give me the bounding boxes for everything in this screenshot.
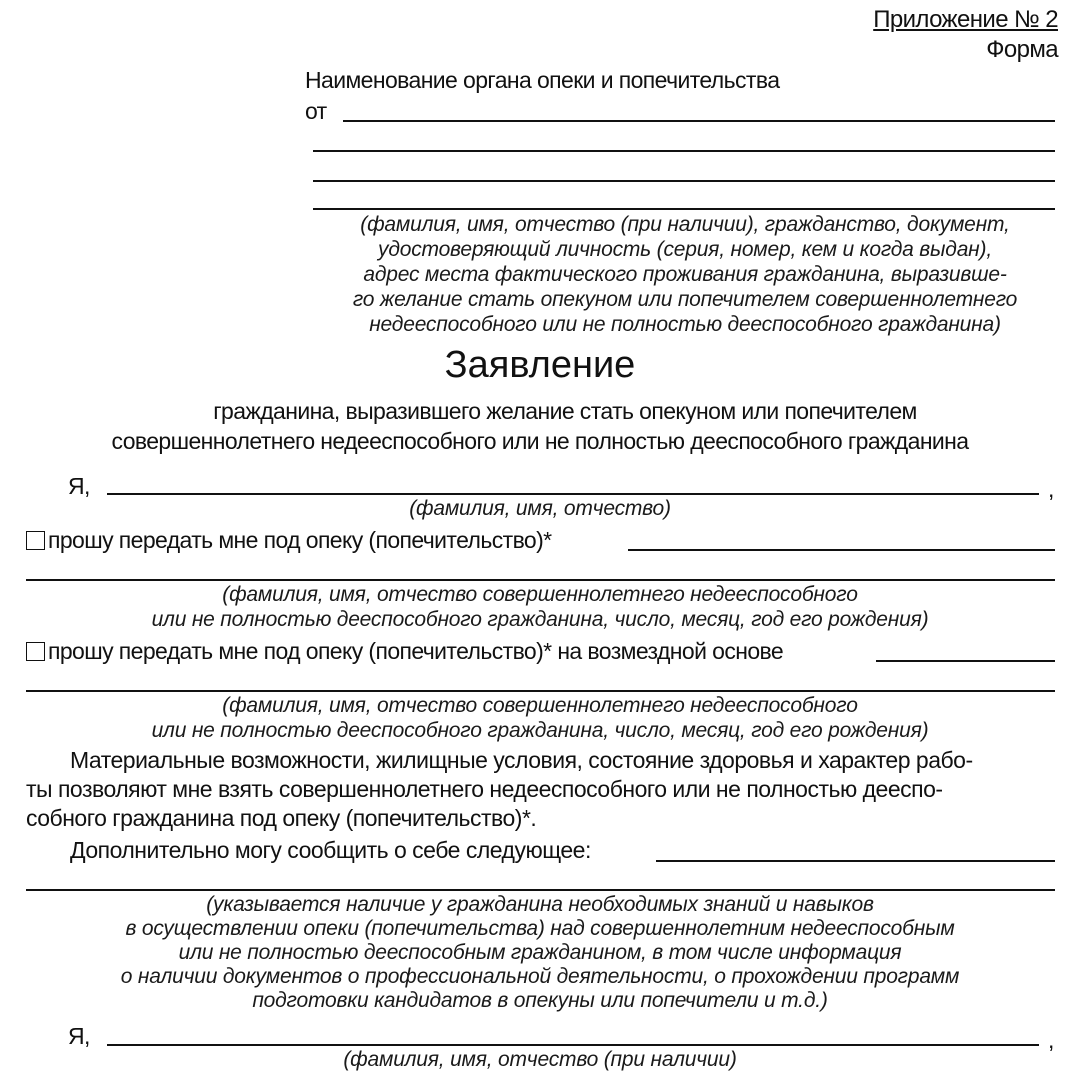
recipient-hint-line: (фамилия, имя, отчество (при наличии), гражданство, документ, <box>360 213 1010 236</box>
appendix-title: Приложение № 2 <box>873 6 1058 33</box>
option2-checkbox[interactable] <box>26 642 45 661</box>
option1-checkbox[interactable] <box>26 531 45 550</box>
additional-info-hint <box>0 893 1080 1013</box>
option1-row <box>26 527 552 554</box>
additional-info-label: Дополнительно могу сообщить о себе следующее: <box>70 837 591 863</box>
from-field-line-2[interactable] <box>313 150 1055 152</box>
applicant2-name-field[interactable] <box>107 1044 1039 1046</box>
from-field-line-3[interactable] <box>313 180 1055 182</box>
additional-info-hint-line: или не полностью дееспособным гражданином, в том числе информация <box>178 941 902 964</box>
applicant-label: Я, <box>68 473 90 499</box>
option2-field-line-2[interactable] <box>26 690 1055 692</box>
option2-hint-line-1: (фамилия, имя, отчество совершеннолетнего недееспособного <box>222 694 858 717</box>
recipient-hint-line: го желание стать опекуном или попечителем совершеннолетнего <box>352 288 1018 311</box>
material-conditions-line-2: ты позволяют мне взять совершеннолетнего недееспособного или не полностью дееспо- <box>26 776 943 802</box>
form-label: Форма <box>986 36 1058 63</box>
applicant2-hint: (фамилия, имя, отчество (при наличии) <box>343 1048 737 1071</box>
from-label: от <box>305 98 327 124</box>
recipient-hint-line: недееспособного или не полностью дееспособного гражданина) <box>369 313 1001 336</box>
option1-text: прошу передать мне под опеку (попечительство)* <box>48 527 552 553</box>
from-field-line-4[interactable] <box>313 208 1055 210</box>
additional-info-field-line-2[interactable] <box>26 889 1055 891</box>
recipient-hint-line: удостоверяющий личность (серия, номер, кем и когда выдан), <box>378 238 992 261</box>
applicant-comma: , <box>1048 476 1054 502</box>
document-title: Заявление <box>444 344 636 386</box>
additional-info-hint-line: о наличии документов о профессиональной деятельности, о прохождении программ <box>120 965 960 988</box>
option1-hint-line-1: (фамилия, имя, отчество совершеннолетнего недееспособного <box>222 583 858 606</box>
document-subtitle-line-2: совершеннолетнего недееспособного или не полностью дееспособного гражданина <box>111 428 969 454</box>
from-field-line-1[interactable] <box>343 120 1055 122</box>
document-subtitle-line-1: гражданина, выразившего желание стать опекуном или попечителем <box>213 398 917 424</box>
additional-info-hint-line: (указывается наличие у гражданина необходимых знаний и навыков <box>206 893 874 916</box>
additional-info-hint-line: в осуществлении опеки (попечительства) над совершеннолетним недееспособным <box>125 917 955 940</box>
material-conditions-line-3: собного гражданина под опеку (попечительство)*. <box>26 805 537 831</box>
additional-info-hint-line: подготовки кандидатов в опекуны или попечители и т.д.) <box>252 989 828 1012</box>
applicant-name-field[interactable] <box>107 493 1039 495</box>
option2-row <box>26 638 783 665</box>
material-conditions-line-1: Материальные возможности, жилищные условия, состояние здоровья и характер рабо- <box>70 747 973 773</box>
option2-field-line-1[interactable] <box>876 660 1055 662</box>
option1-hint-line-2: или не полностью дееспособного гражданина, число, месяц, год его рождения) <box>151 608 929 631</box>
option2-hint-line-2: или не полностью дееспособного гражданина, число, месяц, год его рождения) <box>151 719 929 742</box>
applicant-hint: (фамилия, имя, отчество) <box>409 497 671 520</box>
additional-info-field-line-1[interactable] <box>656 860 1055 862</box>
recipient-hint-line: адрес места фактического проживания гражданина, выразивше- <box>363 263 1007 286</box>
guardianship-organ-label: Наименование органа опеки и попечительства <box>305 67 780 93</box>
option2-text: прошу передать мне под опеку (попечительство)* на возмездной основе <box>48 638 784 664</box>
option1-field-line-2[interactable] <box>26 579 1055 581</box>
recipient-hint <box>300 212 1070 337</box>
option1-field-line-1[interactable] <box>628 549 1055 551</box>
applicant2-comma: , <box>1048 1027 1054 1053</box>
applicant2-label: Я, <box>68 1023 90 1049</box>
